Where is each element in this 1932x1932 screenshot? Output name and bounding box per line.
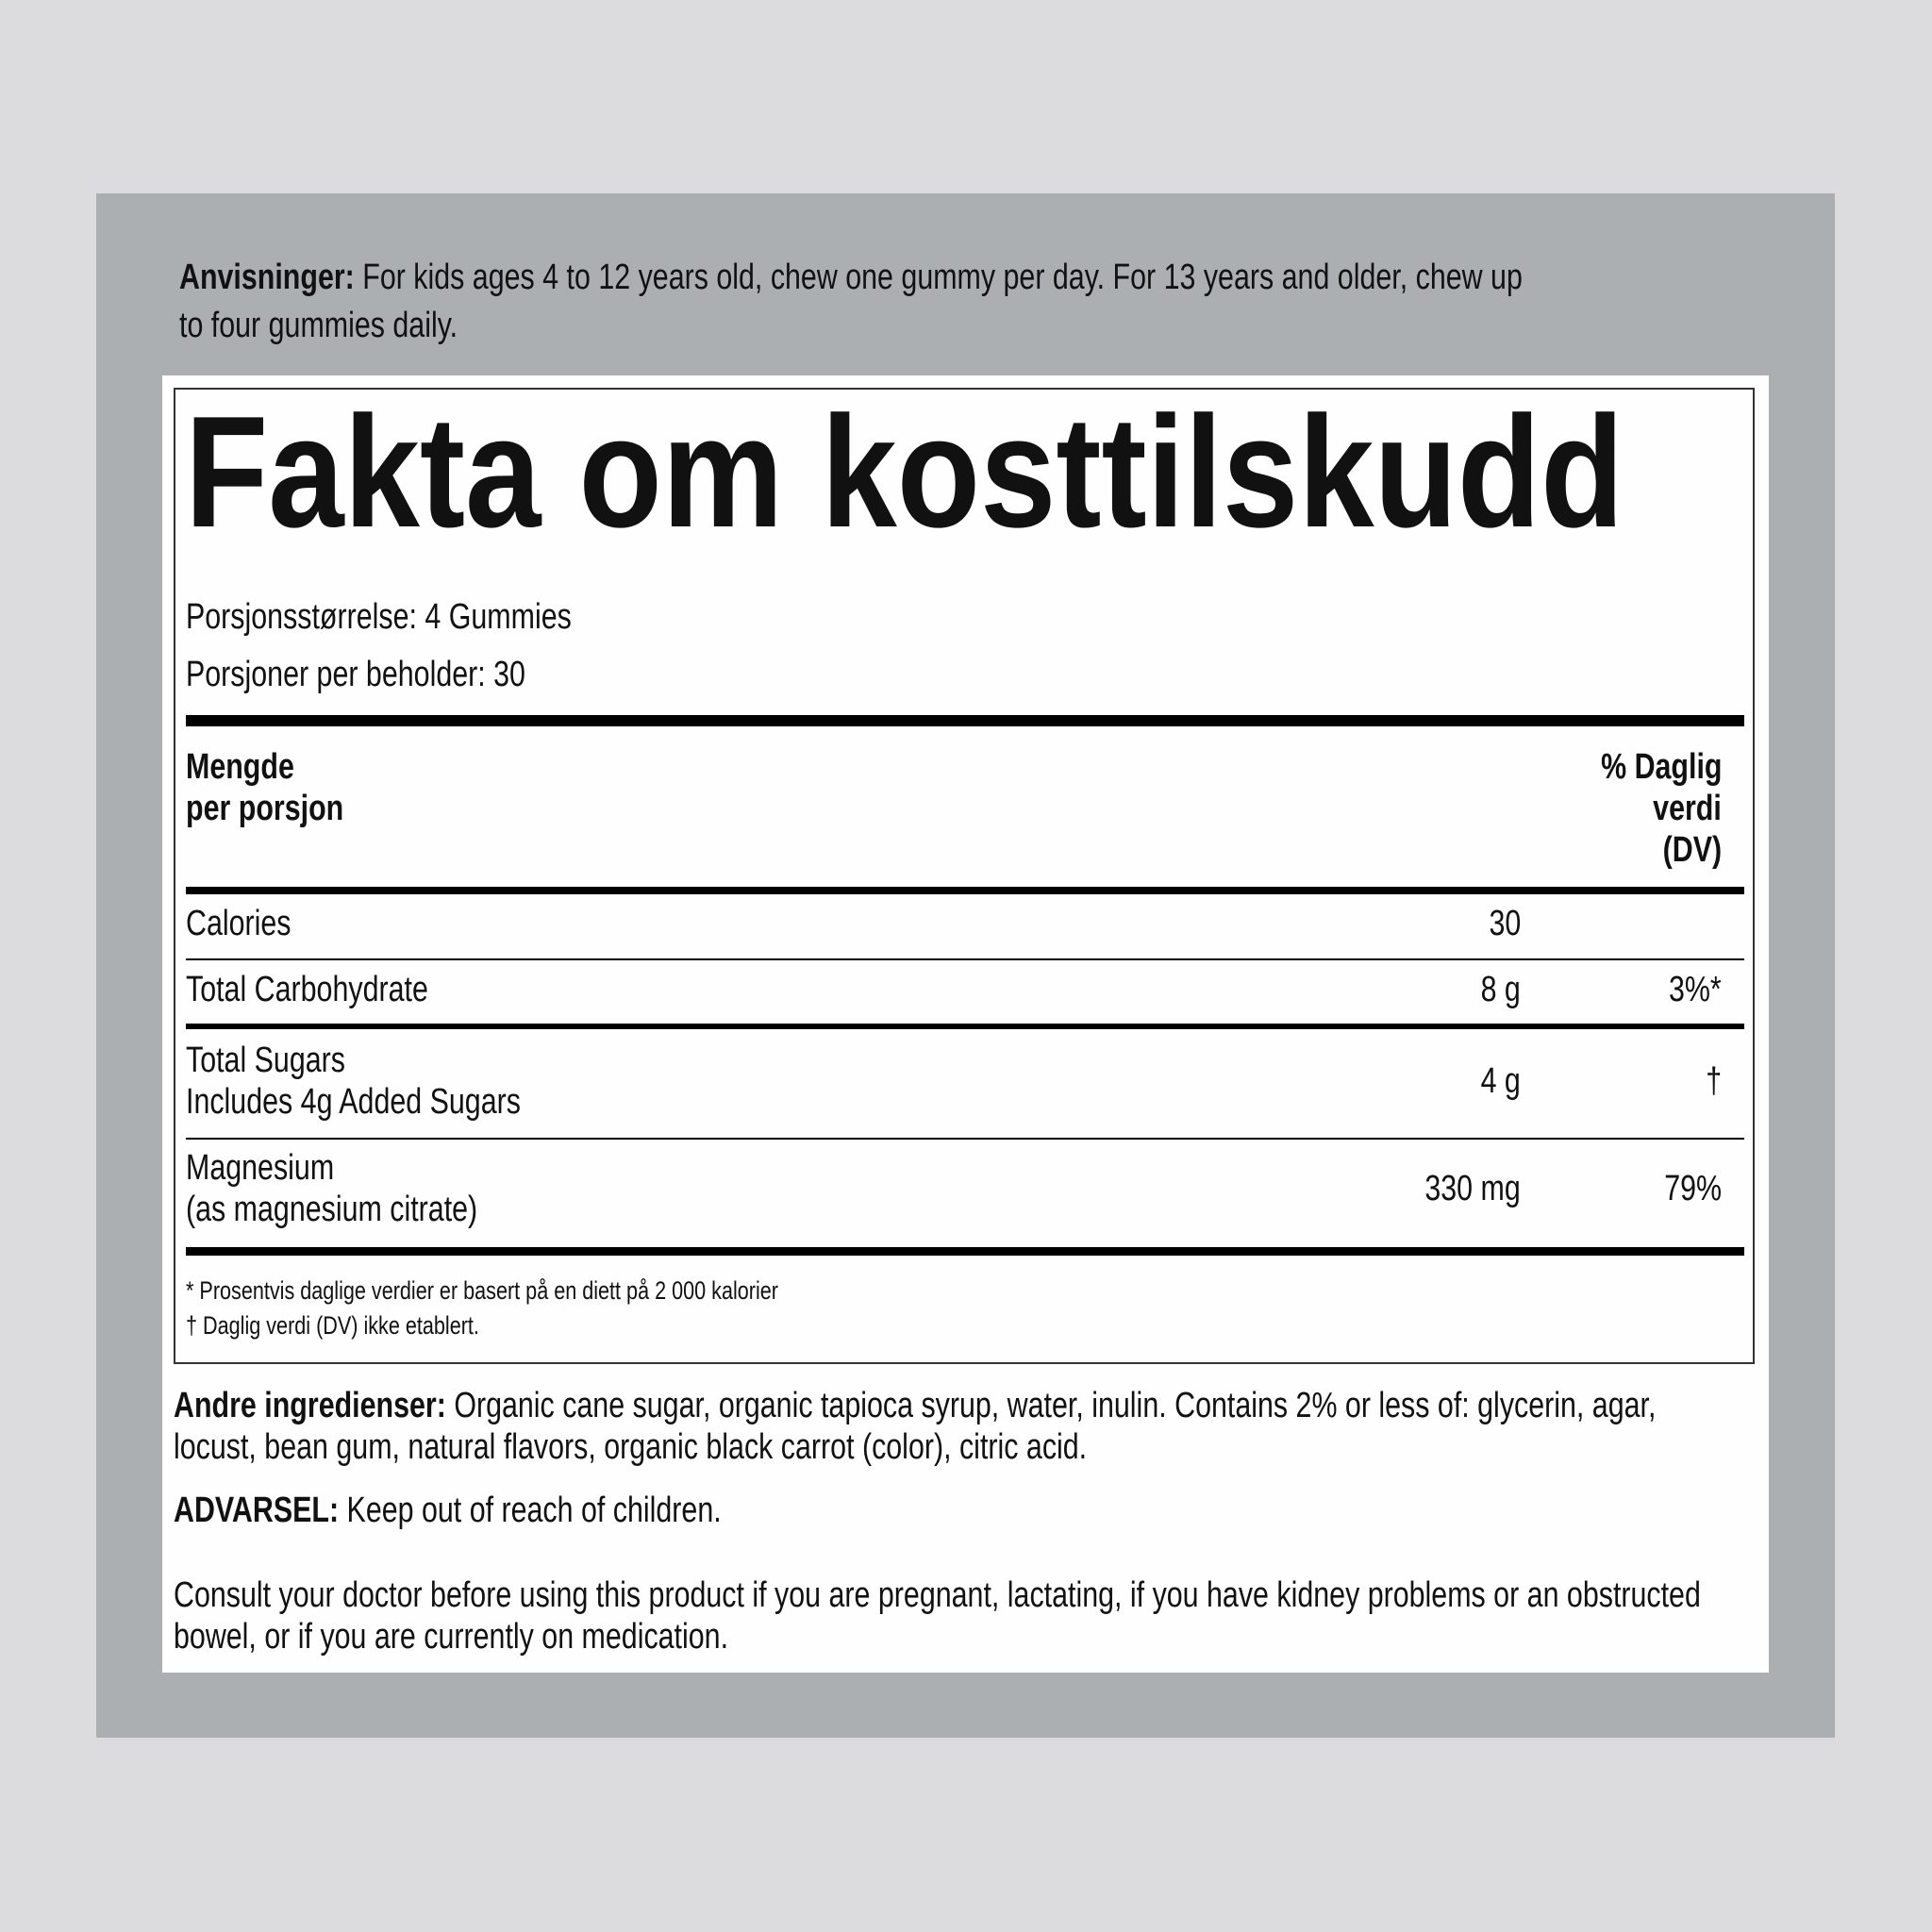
row-sugars-dv: † bbox=[1706, 1061, 1722, 1101]
directions bbox=[179, 257, 1858, 298]
row-carbohydrate-amount: 8 g bbox=[1480, 970, 1521, 1009]
dv-header: % Daglig verdi (DV) bbox=[1600, 747, 1722, 870]
row-sugars-amount: 4 g bbox=[1480, 1061, 1521, 1101]
directions-line2: to four gummies daily. bbox=[179, 306, 458, 345]
divider-thick bbox=[186, 1247, 1744, 1256]
row-calories-amount: 30 bbox=[1489, 904, 1521, 943]
divider-medium bbox=[186, 1024, 1744, 1029]
divider-thin bbox=[186, 1138, 1744, 1140]
row-carbohydrate-name: Total Carbohydrate bbox=[186, 970, 428, 1009]
directions-text: For kids ages 4 to 12 years old, chew one gummy per day. For 13 years and older, chew up bbox=[362, 258, 1523, 297]
row-magnesium-name: Magnesium (as magnesium citrate) bbox=[186, 1148, 478, 1229]
warning-label: ADVARSEL: bbox=[174, 1491, 340, 1530]
consult-notice-line2: bowel, or if you are currently on medication. bbox=[174, 1617, 729, 1657]
divider-thick bbox=[186, 715, 1744, 726]
row-magnesium-dv: 79% bbox=[1664, 1169, 1722, 1208]
divider-thin bbox=[186, 958, 1744, 960]
amount-header: Mengde per porsjon bbox=[186, 747, 344, 828]
warning: ADVARSEL: Keep out of reach of children. bbox=[174, 1491, 722, 1530]
row-sugars-name: Total Sugars Includes 4g Added Sugars bbox=[186, 1041, 521, 1122]
ingredients-label: Andre ingredienser: bbox=[174, 1386, 446, 1425]
footnotes: * Prosentvis daglige verdier er basert på en diett på 2 000 kalorier † Daglig verdi (DV) ikke etablert. bbox=[186, 1276, 778, 1340]
other-ingredients-line2: locust, bean gum, natural flavors, organic black carrot (color), citric acid. bbox=[174, 1427, 1088, 1467]
divider-thick bbox=[186, 887, 1744, 894]
row-calories-name: Calories bbox=[186, 904, 291, 943]
facts-title: Fakta om kosttilskudd bbox=[185, 383, 1624, 560]
consult-notice: Consult your doctor before using this product if you are pregnant, lactating, if you have kidney problems or an obstructed bbox=[174, 1575, 1701, 1615]
row-magnesium-amount: 330 mg bbox=[1424, 1169, 1521, 1208]
other-ingredients: Andre ingredienser: Organic cane sugar, organic tapioca syrup, water, inulin. Contains 2% or less of: glycerin, agar, bbox=[174, 1386, 1657, 1425]
serving-size: Porsjonsstørrelse: 4 Gummies bbox=[186, 597, 572, 637]
row-carbohydrate-dv: 3%* bbox=[1669, 970, 1722, 1009]
directions-label: Anvisninger: bbox=[179, 258, 355, 297]
servings-per-container: Porsjoner per beholder: 30 bbox=[186, 655, 525, 694]
